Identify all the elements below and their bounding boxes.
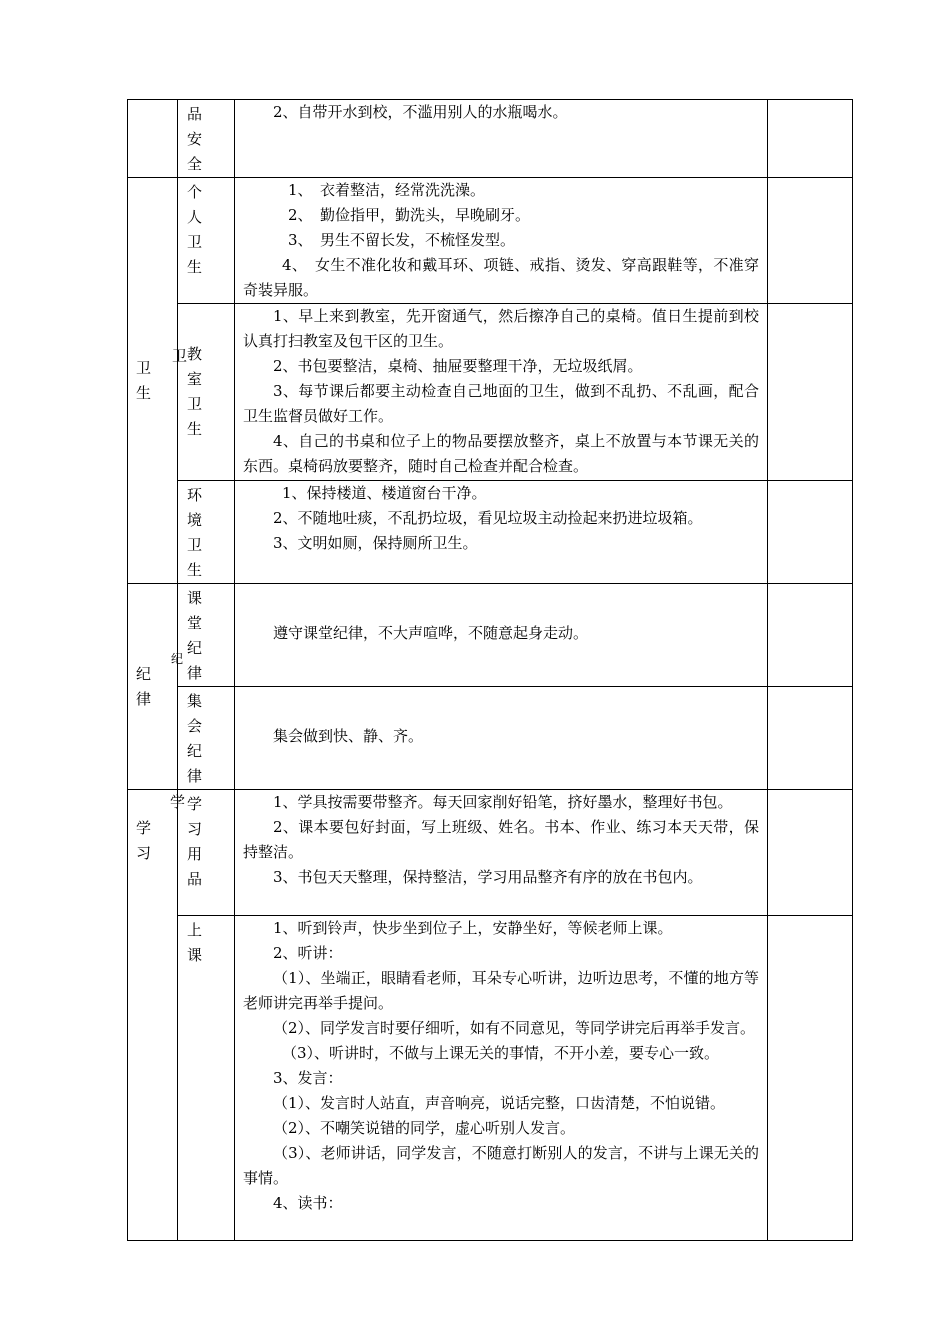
rule-line: 2、课本要包好封面，写上班级、姓名。书本、作业、练习本天天带，保持整洁。 [243,818,759,861]
rule-line: （3）、老师讲话，同学发言，不随意打断别人的发言，不讲与上课无关的事情。 [243,1144,759,1187]
remarks-cell [768,916,853,1241]
category-study: 学 习 [128,790,178,1241]
category-discipline: 纪 律 [128,584,178,790]
content-classroom-discipline [235,584,768,687]
row-classroom-hygiene [128,304,853,481]
rule-line: 4、 女生不准化妆和戴耳环、项链、戒指、烫发、穿高跟鞋等，不准穿奇装异服。 [243,256,759,299]
content-lesson [235,916,768,1241]
row-assembly-discipline [128,687,853,790]
rule-line: （2）、不嘲笑说错的同学，虚心听别人发言。 [273,1119,576,1137]
rule-line: 集会做到快、静、齐。 [273,727,424,745]
rule-line: 1、 衣着整洁，经常洗洗澡。 [288,181,486,199]
row-classroom-discipline [128,584,853,687]
rule-line: 2、自带开水到校，不滥用别人的水瓶喝水。 [273,103,568,121]
rule-line: 3、 男生不留长发，不梳怪发型。 [288,231,516,249]
content-assembly-discipline [235,687,768,790]
remarks-cell [768,687,853,790]
remarks-cell [768,304,853,481]
rule-line: （3）、听讲时，不做与上课无关的事情，不开小差，要专心一致。 [282,1044,720,1062]
remarks-cell [768,790,853,916]
rule-line: 1、早上来到教室，先开窗通气，然后擦净自己的桌椅。值日生提前到校认真打扫教室及包干区的卫生。 [243,307,759,350]
remarks-cell [768,481,853,584]
rule-line: 1、听到铃声，快步坐到位子上，安静坐好，等候老师上课。 [273,919,673,937]
remarks-cell [768,100,853,178]
remarks-cell [768,178,853,304]
content-environment-hygiene [235,481,768,584]
rule-line: 遵守课堂纪律，不大声喧哗，不随意起身走动。 [273,624,589,642]
row-lesson [128,916,853,1241]
subcategory-personal-hygiene: 个 人 卫 生 [178,178,235,304]
rule-line: 2、书包要整洁，桌椅、抽屉要整理干净，无垃圾纸屑。 [273,357,643,375]
content-personal-hygiene [235,178,768,304]
row-food-safety [128,100,853,178]
remarks-cell [768,584,853,687]
rule-line: 3、发言： [273,1069,343,1087]
content-study-supplies [235,790,768,916]
content-food-safety [235,100,768,178]
rule-line: 3、每节课后都要主动检查自己地面的卫生，做到不乱扔、不乱画，配合卫生监督员做好工作。 [243,382,759,425]
subcategory-environment-hygiene: 环 境 卫 生 [178,481,235,584]
rule-line: 2、 勤俭指甲，勤洗头，早晚刷牙。 [288,206,531,224]
subcategory-classroom-hygiene: 卫 教 室 卫 生 [178,304,235,481]
content-classroom-hygiene [235,304,768,481]
rule-line: 1、保持楼道、楼道窗台干净。 [282,484,487,502]
rule-line: 3、书包天天整理，保持整洁，学习用品整齐有序的放在书包内。 [273,868,703,886]
rule-line: （2）、同学发言时要仔细听，如有不同意见，等同学讲完后再举手发言。 [273,1019,756,1037]
category-cell-empty [128,100,178,178]
subcategory-lesson: 上 课 [178,916,235,1241]
rule-line: 4、读书： [273,1194,343,1212]
rule-line: （1）、坐端正，眼睛看老师，耳朵专心听讲，边听边思考，不懂的地方等老师讲完再举手提问。 [243,969,759,1012]
subcategory-food-safety: 品 安 全 [178,100,235,178]
row-environment-hygiene [128,481,853,584]
rule-line: 2、听讲： [273,944,343,962]
rule-line: 1、学具按需要带整齐。每天回家削好铅笔，挤好墨水，整理好书包。 [273,793,733,811]
row-study-supplies [128,790,853,916]
subcategory-assembly-discipline: 集 会 纪 律 [178,687,235,790]
rule-line: 4、自己的书桌和位子上的物品要摆放整齐，桌上不放置与本节课无关的东西。桌椅码放要整齐，随时自己检查并配合检查。 [243,432,759,475]
rule-line: （1）、发言时人站直，声音响亮，说话完整，口齿清楚，不怕说错。 [273,1094,726,1112]
subcategory-study-supplies: 学 学 习 用 品 [178,790,235,916]
rules-table [127,99,853,1241]
row-personal-hygiene [128,178,853,304]
rule-line: 2、不随地吐痰，不乱扔垃圾，看见垃圾主动捡起来扔进垃圾箱。 [273,509,703,527]
category-hygiene: 卫 生 [128,178,178,584]
rule-line: 3、文明如厕，保持厕所卫生。 [273,534,478,552]
subcategory-classroom-discipline: 纪 课 堂 纪 律 [178,584,235,687]
